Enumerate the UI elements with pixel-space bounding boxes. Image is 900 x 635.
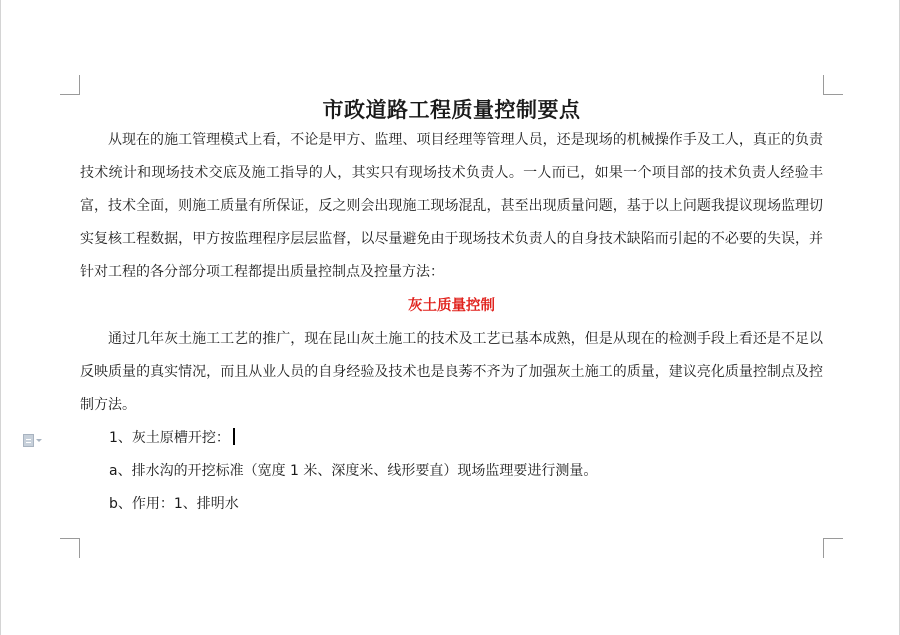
- chevron-down-icon: [36, 439, 42, 442]
- document-paragraph-icon: [23, 434, 34, 447]
- text-cursor: [233, 428, 235, 445]
- section-heading: 灰土质量控制: [408, 298, 495, 314]
- crop-mark-bottom-left: [60, 538, 80, 558]
- crop-mark-top-left: [60, 75, 80, 95]
- section-paragraph: 通过几年灰土施工工艺的推广，现在昆山灰土施工的技术及工艺已基本成熟，但是从现在的检测手段上看还是不足以反映质量的真实情况，而且从业人员的自身经验及技术也是良莠不齐为了加强灰土施工的质量，建议亮化质量控制点及控制方法。: [80, 331, 823, 413]
- list-item-text: 1、灰土原槽开挖：: [109, 430, 230, 446]
- list-item: a、排水沟的开挖标准（宽度 1 米、深度米、线形要直）现场监理要进行测量。: [109, 463, 598, 479]
- crop-mark-top-right: [823, 75, 843, 95]
- document-body[interactable]: [80, 94, 823, 521]
- list-item: [80, 422, 823, 455]
- document-title: 市政道路工程质量控制要点: [322, 97, 581, 122]
- paragraph-options-button[interactable]: [23, 434, 42, 447]
- list-item: b、作用：1、排明水: [109, 496, 239, 512]
- crop-mark-bottom-right: [823, 538, 843, 558]
- intro-paragraph: 从现在的施工管理模式上看，不论是甲方、监理、项目经理等管理人员，还是现场的机械操作手及工人，真正的负责技术统计和现场技术交底及施工指导的人，其实只有现场技术负责人。一人而已，如果一个项目部的技术负责人经验丰富，技术全面，则施工质量有所保证，反之则会出现施工现场混乱，甚至出现质量问题，基于以上问题我提议现场监理切实复核工程数据，甲方按监理程序层层监督，以尽量避免由于现场技术负责人的自身技术缺陷而引起的不必要的失误，并针对工程的各分部分项工程都提出质量控制点及控量方法：: [80, 132, 823, 280]
